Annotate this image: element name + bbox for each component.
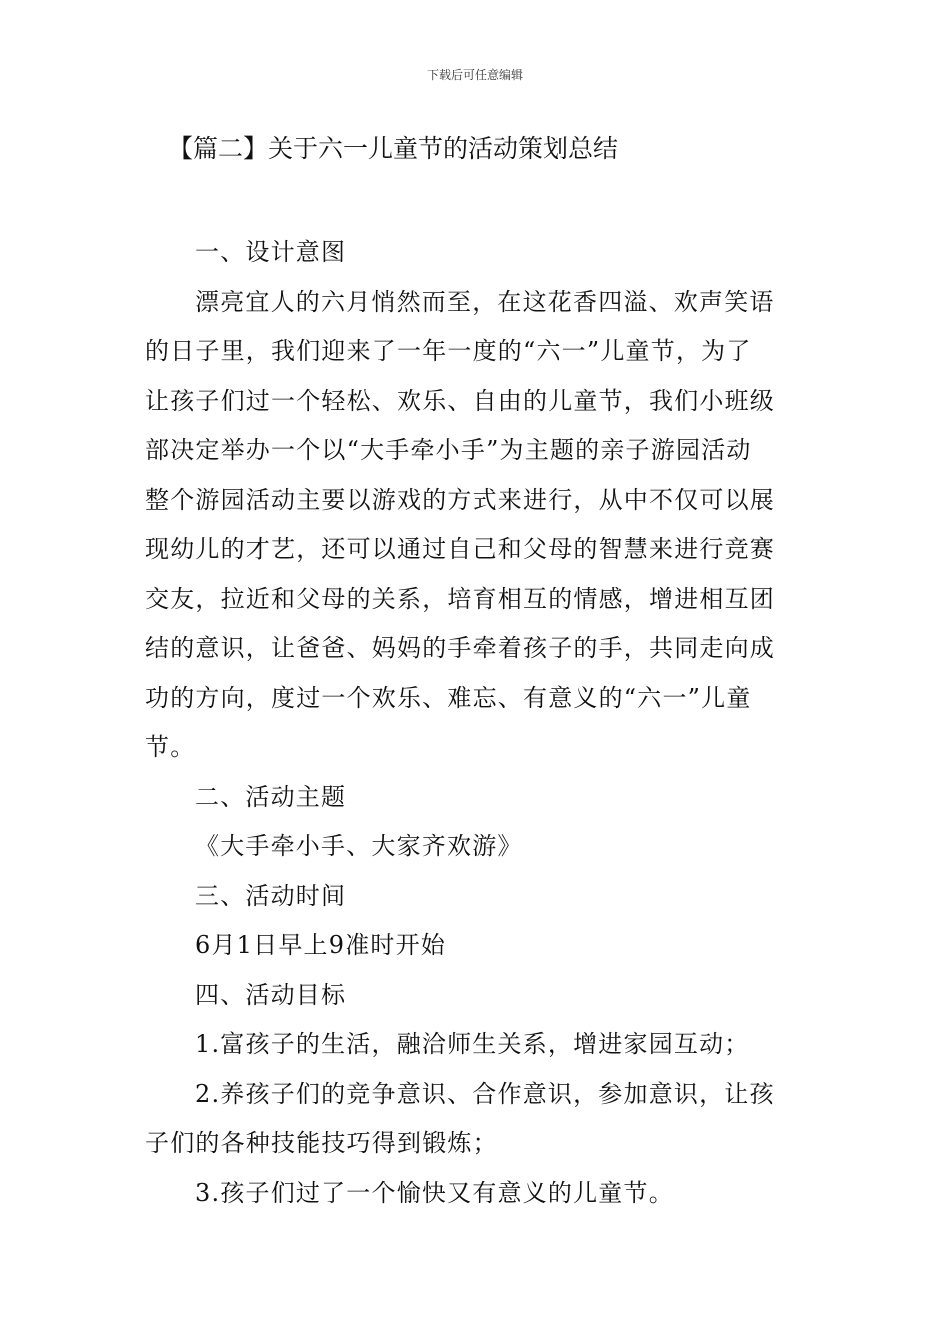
paragraph-line: 功的方向，度过一个欢乐、难忘、有意义的“六一”儿童 <box>145 683 752 712</box>
document-title: 【篇二】关于六一儿童节的活动策划总结 <box>168 134 619 163</box>
paragraph-line: 结的意识，让爸爸、妈妈的手牵着孩子的手，共同走向成 <box>145 634 775 662</box>
page-header-note: 下载后可任意编辑 <box>426 68 523 82</box>
section-heading-goals: 四、活动目标 <box>195 980 347 1009</box>
paragraph-line: 节。 <box>145 733 196 761</box>
paragraph-line: 交友，拉近和父母的关系，培育相互的情感，增进相互团 <box>145 584 775 613</box>
goal-item-3: 3.孩子们过了一个愉快又有意义的儿童节。 <box>195 1178 674 1207</box>
goal-item-2-continued: 子们的各种技能技巧得到锻炼； <box>145 1129 498 1157</box>
paragraph-line: 的日子里，我们迎来了一年一度的“六一”儿童节，为了 <box>145 337 752 365</box>
paragraph-line: 漂亮宜人的六月悄然而至，在这花香四溢、欢声笑语 <box>195 287 775 316</box>
paragraph-line: 整个游园活动主要以游戏的方式来进行，从中不仅可以展 <box>145 485 775 514</box>
section-heading-theme: 二、活动主题 <box>195 782 347 811</box>
paragraph-line: 部决定举办一个以“大手牵小手”为主题的亲子游园活动 <box>145 436 752 464</box>
document-body <box>145 228 809 1218</box>
section-heading-time: 三、活动时间 <box>195 881 347 910</box>
goal-item-2: 2.养孩子们的竞争意识、合作意识，参加意识，让孩 <box>195 1079 775 1108</box>
activity-time-text: 6月1日早上9准时开始 <box>195 931 447 959</box>
paragraph-line: 现幼儿的才艺，还可以通过自己和父母的智慧来进行竞赛 <box>145 535 775 563</box>
paragraph-line: 让孩子们过一个轻松、欢乐、自由的儿童节，我们小班级 <box>145 386 775 415</box>
activity-theme-text: 《大手牵小手、大家齐欢游》 <box>195 832 523 860</box>
section-heading-design-intent: 一、设计意图 <box>195 238 347 266</box>
goal-item-1: 1.富孩子的生活，融洽师生关系，增进家园互动； <box>195 1030 750 1058</box>
